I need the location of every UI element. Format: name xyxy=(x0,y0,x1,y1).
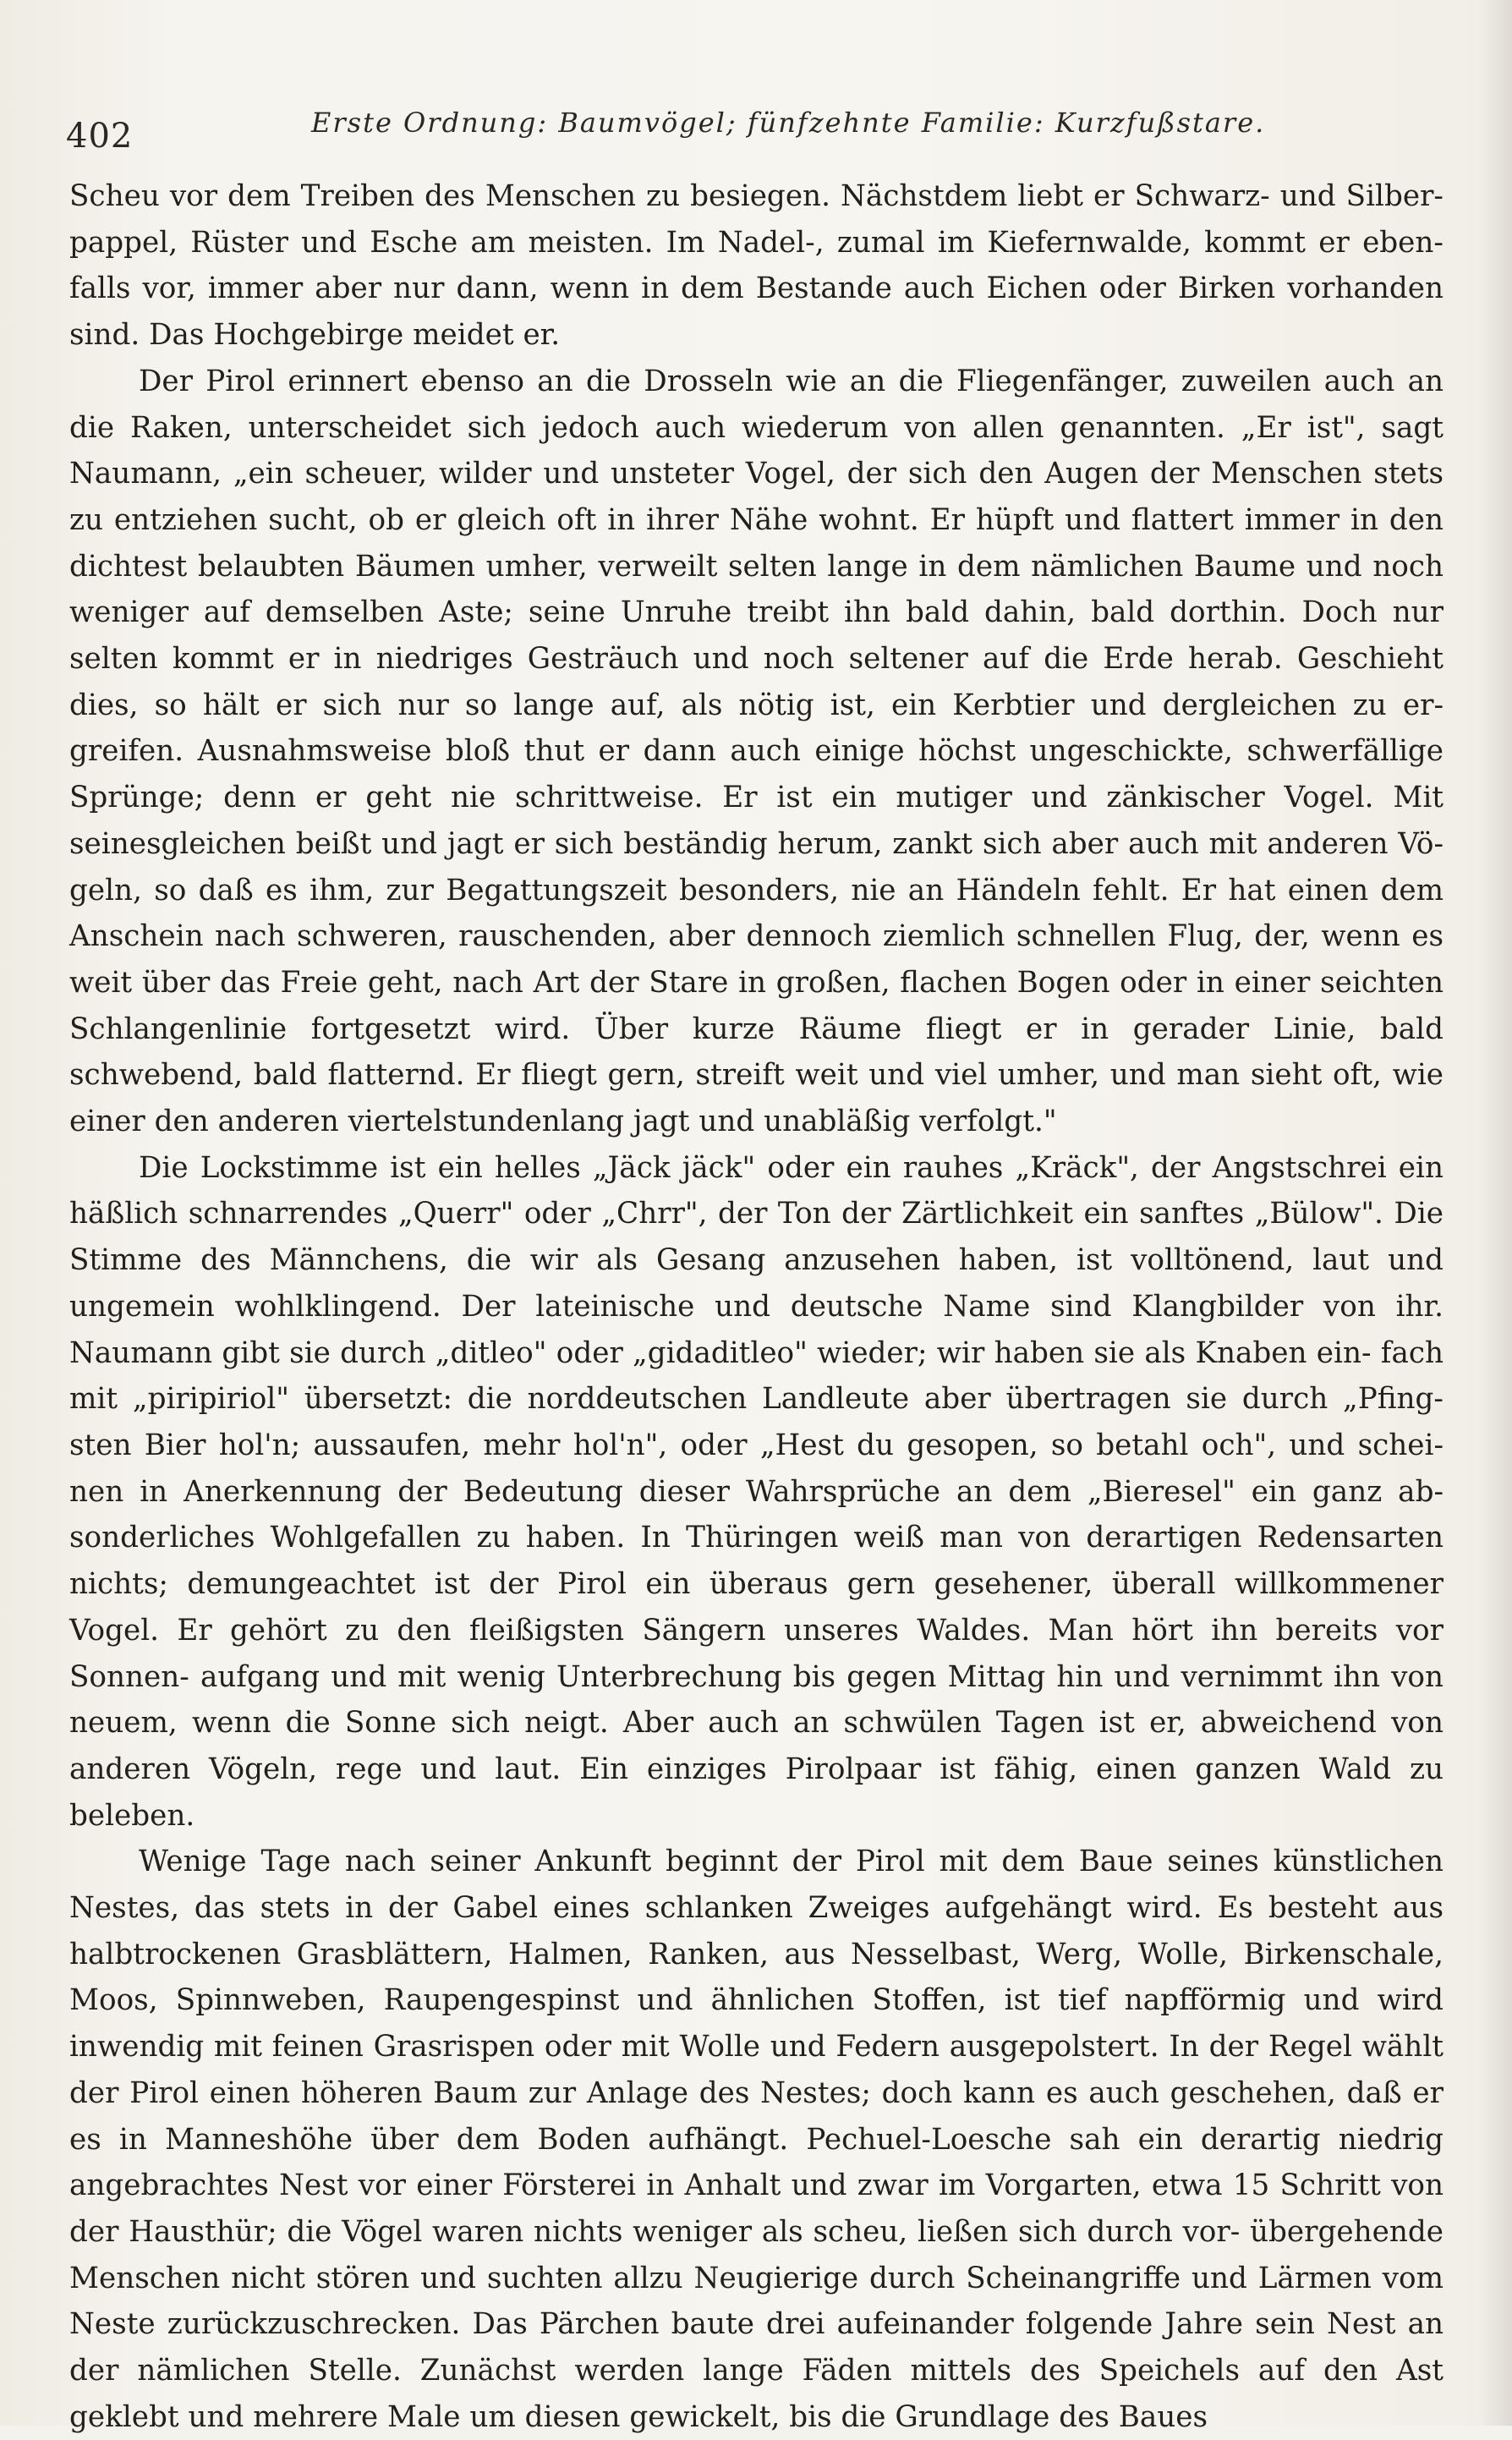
paragraph-3: Die Lockstimme ist ein helles „Jäck jäck" oder ein rauhes „Kräck", der Angstschrei ein häßlich schnarrendes „Querr" oder „Chrr", der Ton der Zärtlichkeit ein sanftes „Bülow". Die Stimme des Männchens, die wir als Gesang anzusehen haben, ist volltönend, laut und ungemein wohlklingend. Der lateinische und deutsche Name sind Klangbilder von ihr. Naumann gibt sie durch „ditleo" oder „gidaditleo" wieder; wir haben sie als Knaben ein- fach mit „piripiriol" übersetzt: die norddeutschen Landleute aber übertragen sie durch „Pfing- sten Bier hol'n; aussaufen, mehr hol'n", oder „Hest du gesopen, so betahl och", und schei- nen in Anerkennung der Bedeutung dieser Wahrsprüche an dem „Bieresel" ein ganz ab- sonderliches Wohlgefallen zu haben. In Thüringen weiß man von derartigen Redensarten nichts; demungeachtet ist der Pirol ein überaus gern gesehener, überall willkommener Vogel. Er gehört zu den fleißigsten Sängern unseres Waldes. Man hört ihn bereits vor Sonnen- aufgang und mit wenig Unterbrechung bis gegen Mittag hin und vernimmt ihn von neuem, wenn die Sonne sich neigt. Aber auch an schwülen Tagen ist er, abweichend von anderen Vögeln, rege und laut. Ein einziges Pirolpaar ist fähig, einen ganzen Wald zu beleben. xyxy=(69,1150,1444,1833)
page-number: 402 xyxy=(66,117,134,156)
body-text xyxy=(69,173,1444,2440)
paragraph-2: Der Pirol erinnert ebenso an die Drosseln wie an die Fliegenfänger, zuweilen auch an die Raken, unterscheidet sich jedoch auch wiederum von allen genannten. „Er ist", sagt Naumann, „ein scheuer, wilder und unsteter Vogel, der sich den Augen der Menschen stets zu entziehen sucht, ob er gleich oft in ihrer Nähe wohnt. Er hüpft und flattert immer in den dichtest belaubten Bäumen umher, verweilt selten lange in dem nämlichen Baume und noch weniger auf demselben Aste; seine Unruhe treibt ihn bald dahin, bald dorthin. Doch nur selten kommt er in niedriges Gesträuch und noch seltener auf die Erde herab. Geschieht dies, so hält er sich nur so lange auf, als nötig ist, ein Kerbtier und dergleichen zu er- greifen. Ausnahmsweise bloß thut er dann auch einige höchst ungeschickte, schwerfällige Sprünge; denn er geht nie schrittweise. Er ist ein mutiger und zänkischer Vogel. Mit seinesgleichen beißt und jagt er sich beständig herum, zankt sich aber auch mit anderen Vö- geln, so daß es ihm, zur Begattungszeit besonders, nie an Händeln fehlt. Er hat einen dem Anschein nach schweren, rauschenden, aber dennoch ziemlich schnellen Flug, der, wenn es weit über das Freie geht, nach Art der Stare in großen, flachen Bogen oder in einer seichten Schlangenlinie fortgesetzt wird. Über kurze Räume fliegt er in gerader Linie, bald schwebend, bald flatternd. Er fliegt gern, streift weit und viel umher, und man sieht oft, wie einer den anderen viertelstundenlang jagt und unabläßig verfolgt." xyxy=(69,364,1444,1139)
binding-shadow xyxy=(1478,0,1512,2426)
running-head xyxy=(66,101,1453,161)
paragraph-1: Scheu vor dem Treiben des Menschen zu besiegen. Nächstdem liebt er Schwarz- und Silber- pappel, Rüster und Esche am meisten. Im Nadel-, zumal im Kiefernwalde, kommt er eben- falls vor, immer aber nur dann, wenn in dem Bestande auch Eichen oder Birken vorhanden sind. Das Hochgebirge meidet er. xyxy=(69,179,1444,353)
paragraph-4: Wenige Tage nach seiner Ankunft beginnt der Pirol mit dem Baue seines künstlichen Nestes, das stets in der Gabel eines schlanken Zweiges aufgehängt wird. Es besteht aus halbtrockenen Grasblättern, Halmen, Ranken, aus Nesselbast, Werg, Wolle, Birkenschale, Moos, Spinnweben, Raupengespinst und ähnlichen Stoffen, ist tief napfförmig und wird inwendig mit feinen Grasrispen oder mit Wolle und Federn ausgepolstert. In der Regel wählt der Pirol einen höheren Baum zur Anlage des Nestes; doch kann es auch geschehen, daß er es in Manneshöhe über dem Boden aufhängt. Pechuel-Loesche sah ein derartig niedrig angebrachtes Nest vor einer Försterei in Anhalt und zwar im Vorgarten, etwa 15 Schritt von der Hausthür; die Vögel waren nichts weniger als scheu, ließen sich durch vor- übergehende Menschen nicht stören und suchten allzu Neugierige durch Scheinangriffe und Lärmen vom Neste zurückzuschrecken. Das Pärchen baute drei aufeinander folgende Jahre sein Nest an der nämlichen Stelle. Zunächst werden lange Fäden mittels des Speichels auf den Ast geklebt und mehrere Male um diesen gewickelt, bis die Grundlage des Baues xyxy=(69,1845,1444,2434)
running-head-title: Erste Ordnung: Baumvögel; fünfzehnte Familie: Kurzfußstare. xyxy=(311,107,1266,139)
